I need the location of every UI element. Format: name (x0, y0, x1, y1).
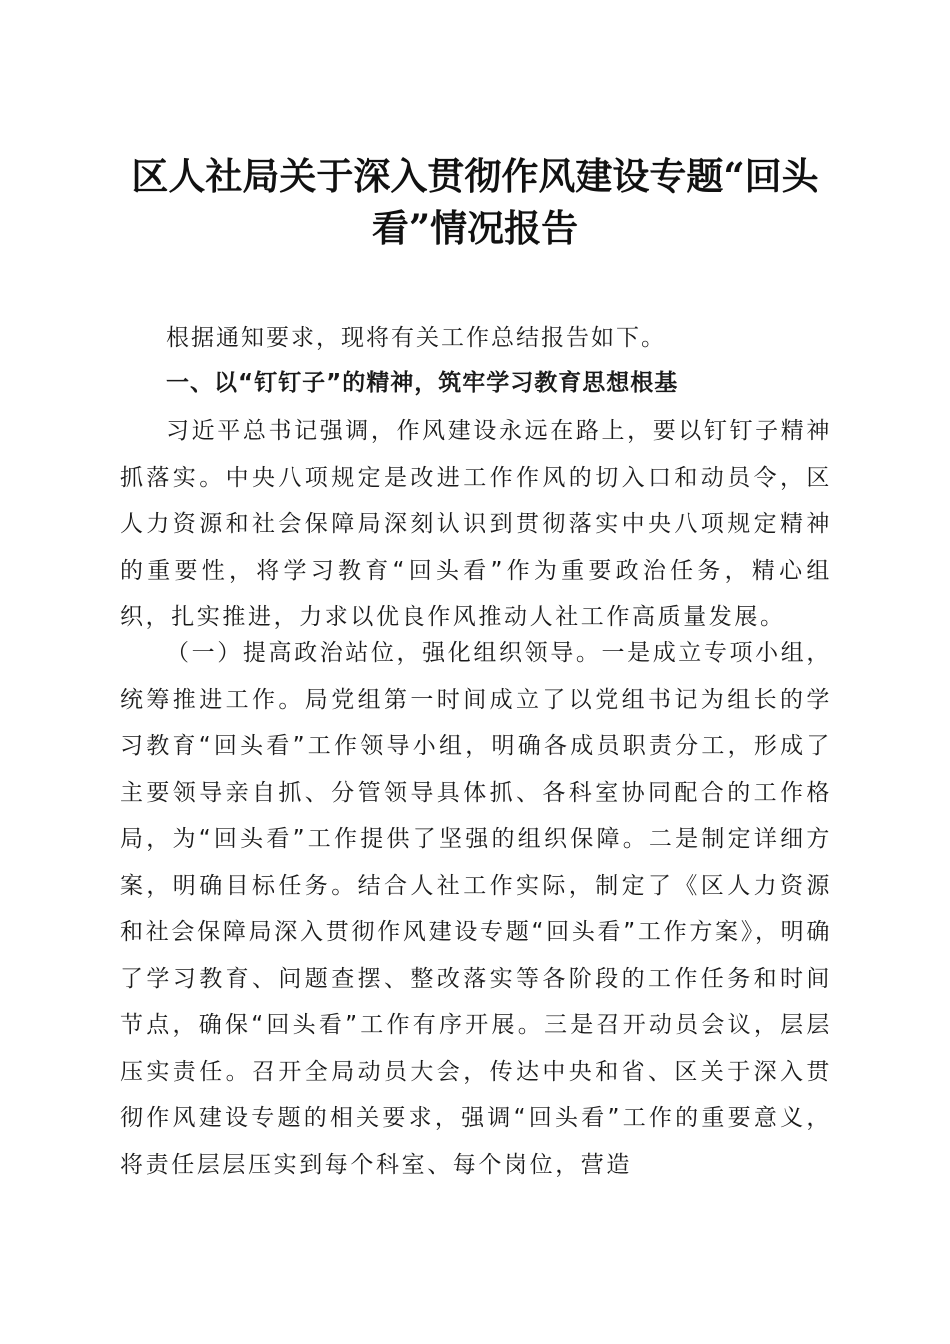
document-title (110, 150, 840, 254)
subsection-1-paragraph: （一）提高政治站位，强化组织领导。一是成立专项小组，统筹推进工作。局党组第一时间成立了以党组书记为组长的学习教育“回头看”工作领导小组，明确各成员职责分工，形成了主要领导亲自抓、分管领导具体抓、各科室协同配合的工作格局，为“回头看”工作提供了坚强的组织保障。二是制定详细方案，明确目标任务。结合人社工作实际，制定了《区人力资源和社会保障局深入贯彻作风建设专题“回头看”工作方案》，明确了学习教育、问题查摆、整改落实等各阶段的工作任务和时间节点，确保“回头看”工作有序开展。三是召开动员会议，层层压实责任。召开全局动员大会，传达中央和省、区关于深入贯彻作风建设专题的相关要求，强调“回头看”工作的重要意义，将责任层层压实到每个科室、每个岗位，营造 (120, 640, 832, 1178)
document-title-line-1: 区人社局关于深入贯彻作风建设专题“回头 (131, 154, 819, 198)
section-1-heading: 一、以“钉钉子”的精神，筑牢学习教育思想根基 (166, 370, 679, 396)
section-1-paragraph: 习近平总书记强调，作风建设永远在路上，要以钉钉子精神抓落实。中央八项规定是改进工作作风的切入口和动员令，区人力资源和社会保障局深刻认识到贯彻落实中央八项规定精神的重要性，将学习教育“回头看”作为重要政治任务，精心组织，扎实推进，力求以优良作风推动人社工作高质量发展。 (120, 418, 832, 630)
intro-paragraph: 根据通知要求，现将有关工作总结报告如下。 (166, 325, 666, 351)
document-title-line-2: 看”情况报告 (371, 206, 579, 250)
